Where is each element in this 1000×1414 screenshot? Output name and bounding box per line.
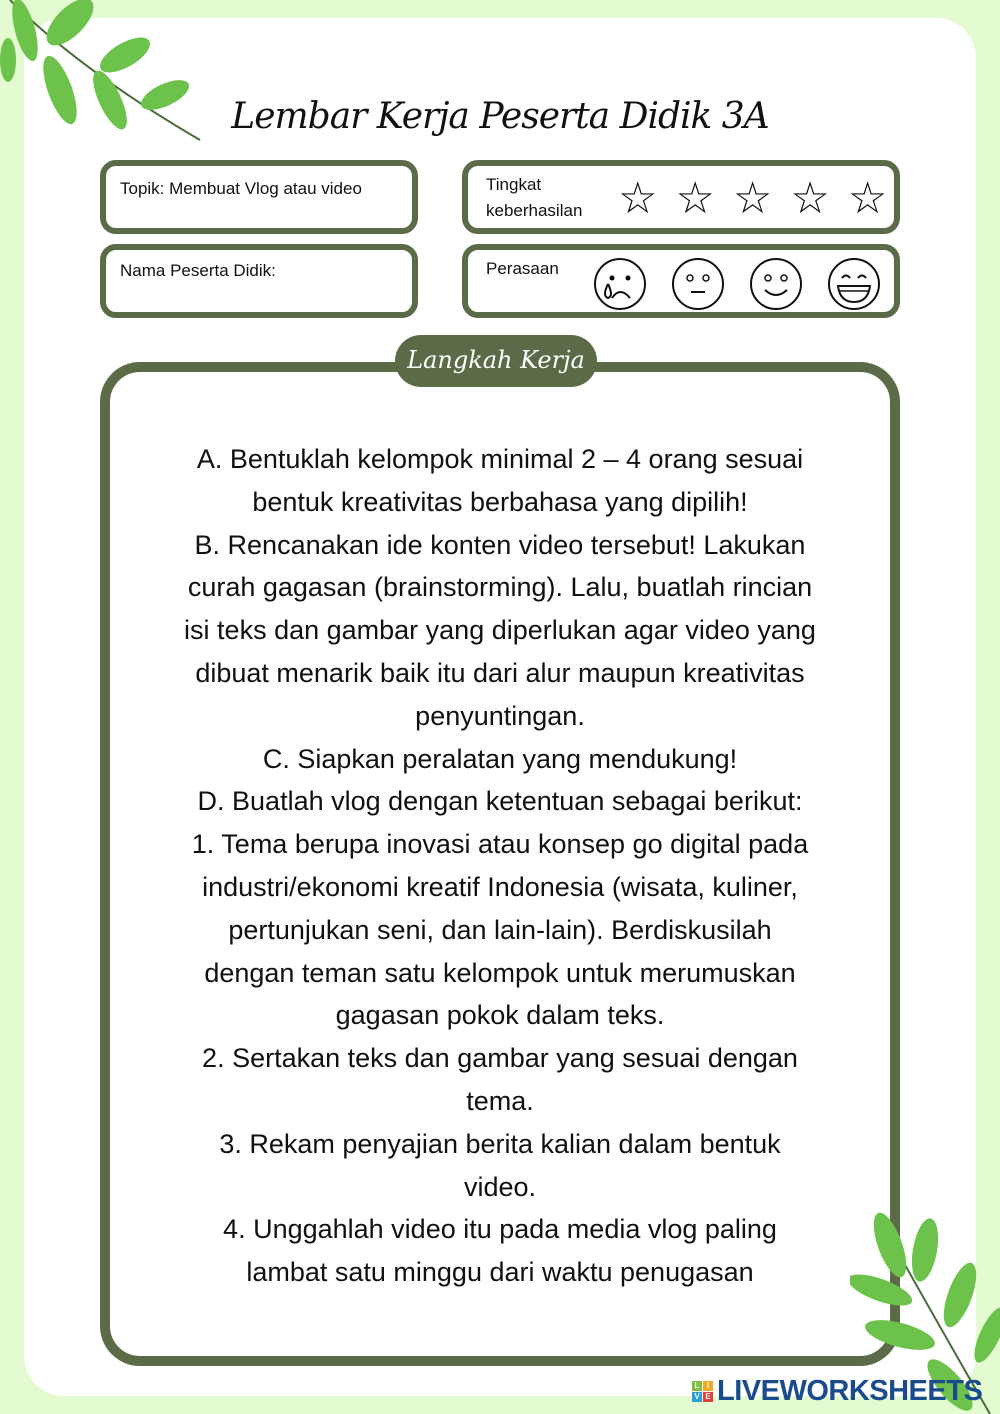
instruction-line: dibuat menarik baik itu dari alur maupun kreativitas [195,657,805,688]
smile-face-icon[interactable] [748,256,804,312]
live-logo-icon [692,1381,713,1402]
logo-letter: I [703,1381,713,1391]
logo-letter: E [703,1392,713,1402]
logo-letter: L [692,1381,702,1391]
logo-letter: V [692,1392,702,1402]
instruction-line: curah gagasan (brainstorming). Lalu, buatlah rincian [187,572,813,603]
instruction-line: isi teks dan gambar yang diperlukan agar video yang [184,615,816,646]
instruction-line: tema. [466,1085,534,1116]
instruction-line: 1. Tema berupa inovasi atau konsep go digital pada [191,829,809,860]
star-icon[interactable]: ☆ [675,174,715,223]
student-name-label: Nama Peserta Didik: [120,261,276,280]
topic-label: Topik: Membuat Vlog atau video [120,179,362,198]
star-icon[interactable]: ☆ [732,174,773,223]
instruction-line: 3. Rekam penyajian berita kalian dalam bentuk [219,1128,781,1159]
success-rating-box [462,160,900,234]
instruction-line: A. Bentuklah kelompok minimal 2 – 4 orang sesuai [196,444,804,474]
instruction-line: 4. Unggahlah video itu pada media vlog paling [223,1214,777,1245]
instruction-line: D. Buatlah vlog dengan ketentuan sebagai berikut: [197,786,803,817]
instructions-panel [100,362,900,1366]
instruction-line: lambat satu minggu dari waktu penugasan [246,1257,754,1288]
instruction-line: gagasan pokok dalam teks. [335,1000,665,1031]
instruction-line: C. Siapkan peralatan yang mendukung! [262,743,738,774]
logo-text: LIVEWORKSHEETS [717,1375,983,1407]
instruction-line: 2. Sertakan teks dan gambar yang sesuai dengan [202,1043,798,1074]
success-label-line-1: Tingkat [486,175,542,194]
section-title: Langkah Kerja [395,335,597,387]
success-label [486,172,582,224]
liveworksheets-logo[interactable] [692,1375,982,1408]
grin-face-icon[interactable] [826,256,882,312]
star-icon[interactable]: ☆ [618,174,658,223]
feeling-box [462,244,900,318]
instruction-line: video. [463,1171,537,1202]
neutral-face-icon[interactable] [670,256,726,312]
star-icon[interactable]: ☆ [847,174,888,223]
instruction-line: dengan teman satu kelompok untuk merumuskan [204,957,796,988]
instruction-line: B. Rencanakan ide konten video tersebut! Lakukan [194,529,806,560]
page-title: Lembar Kerja Peserta Didik 3A [231,96,769,137]
crying-face-icon[interactable] [592,256,648,312]
topic-box [100,160,418,234]
instruction-line: bentuk kreativitas berbahasa yang dipilih! [252,486,748,517]
student-name-box[interactable] [100,244,418,318]
success-label-line-2: keberhasilan [486,201,583,220]
feeling-label: Perasaan [486,259,559,278]
star-icon[interactable]: ☆ [790,174,830,223]
instruction-line: pertunjukan seni, dan lain-lain). Berdiskusilah [228,914,772,945]
instruction-line: industri/ekonomi kreatif Indonesia (wisata, kuliner, [202,871,798,902]
star-rating[interactable] [618,174,887,224]
instructions-text [110,438,890,1294]
instruction-line: penyuntingan. [415,700,585,731]
